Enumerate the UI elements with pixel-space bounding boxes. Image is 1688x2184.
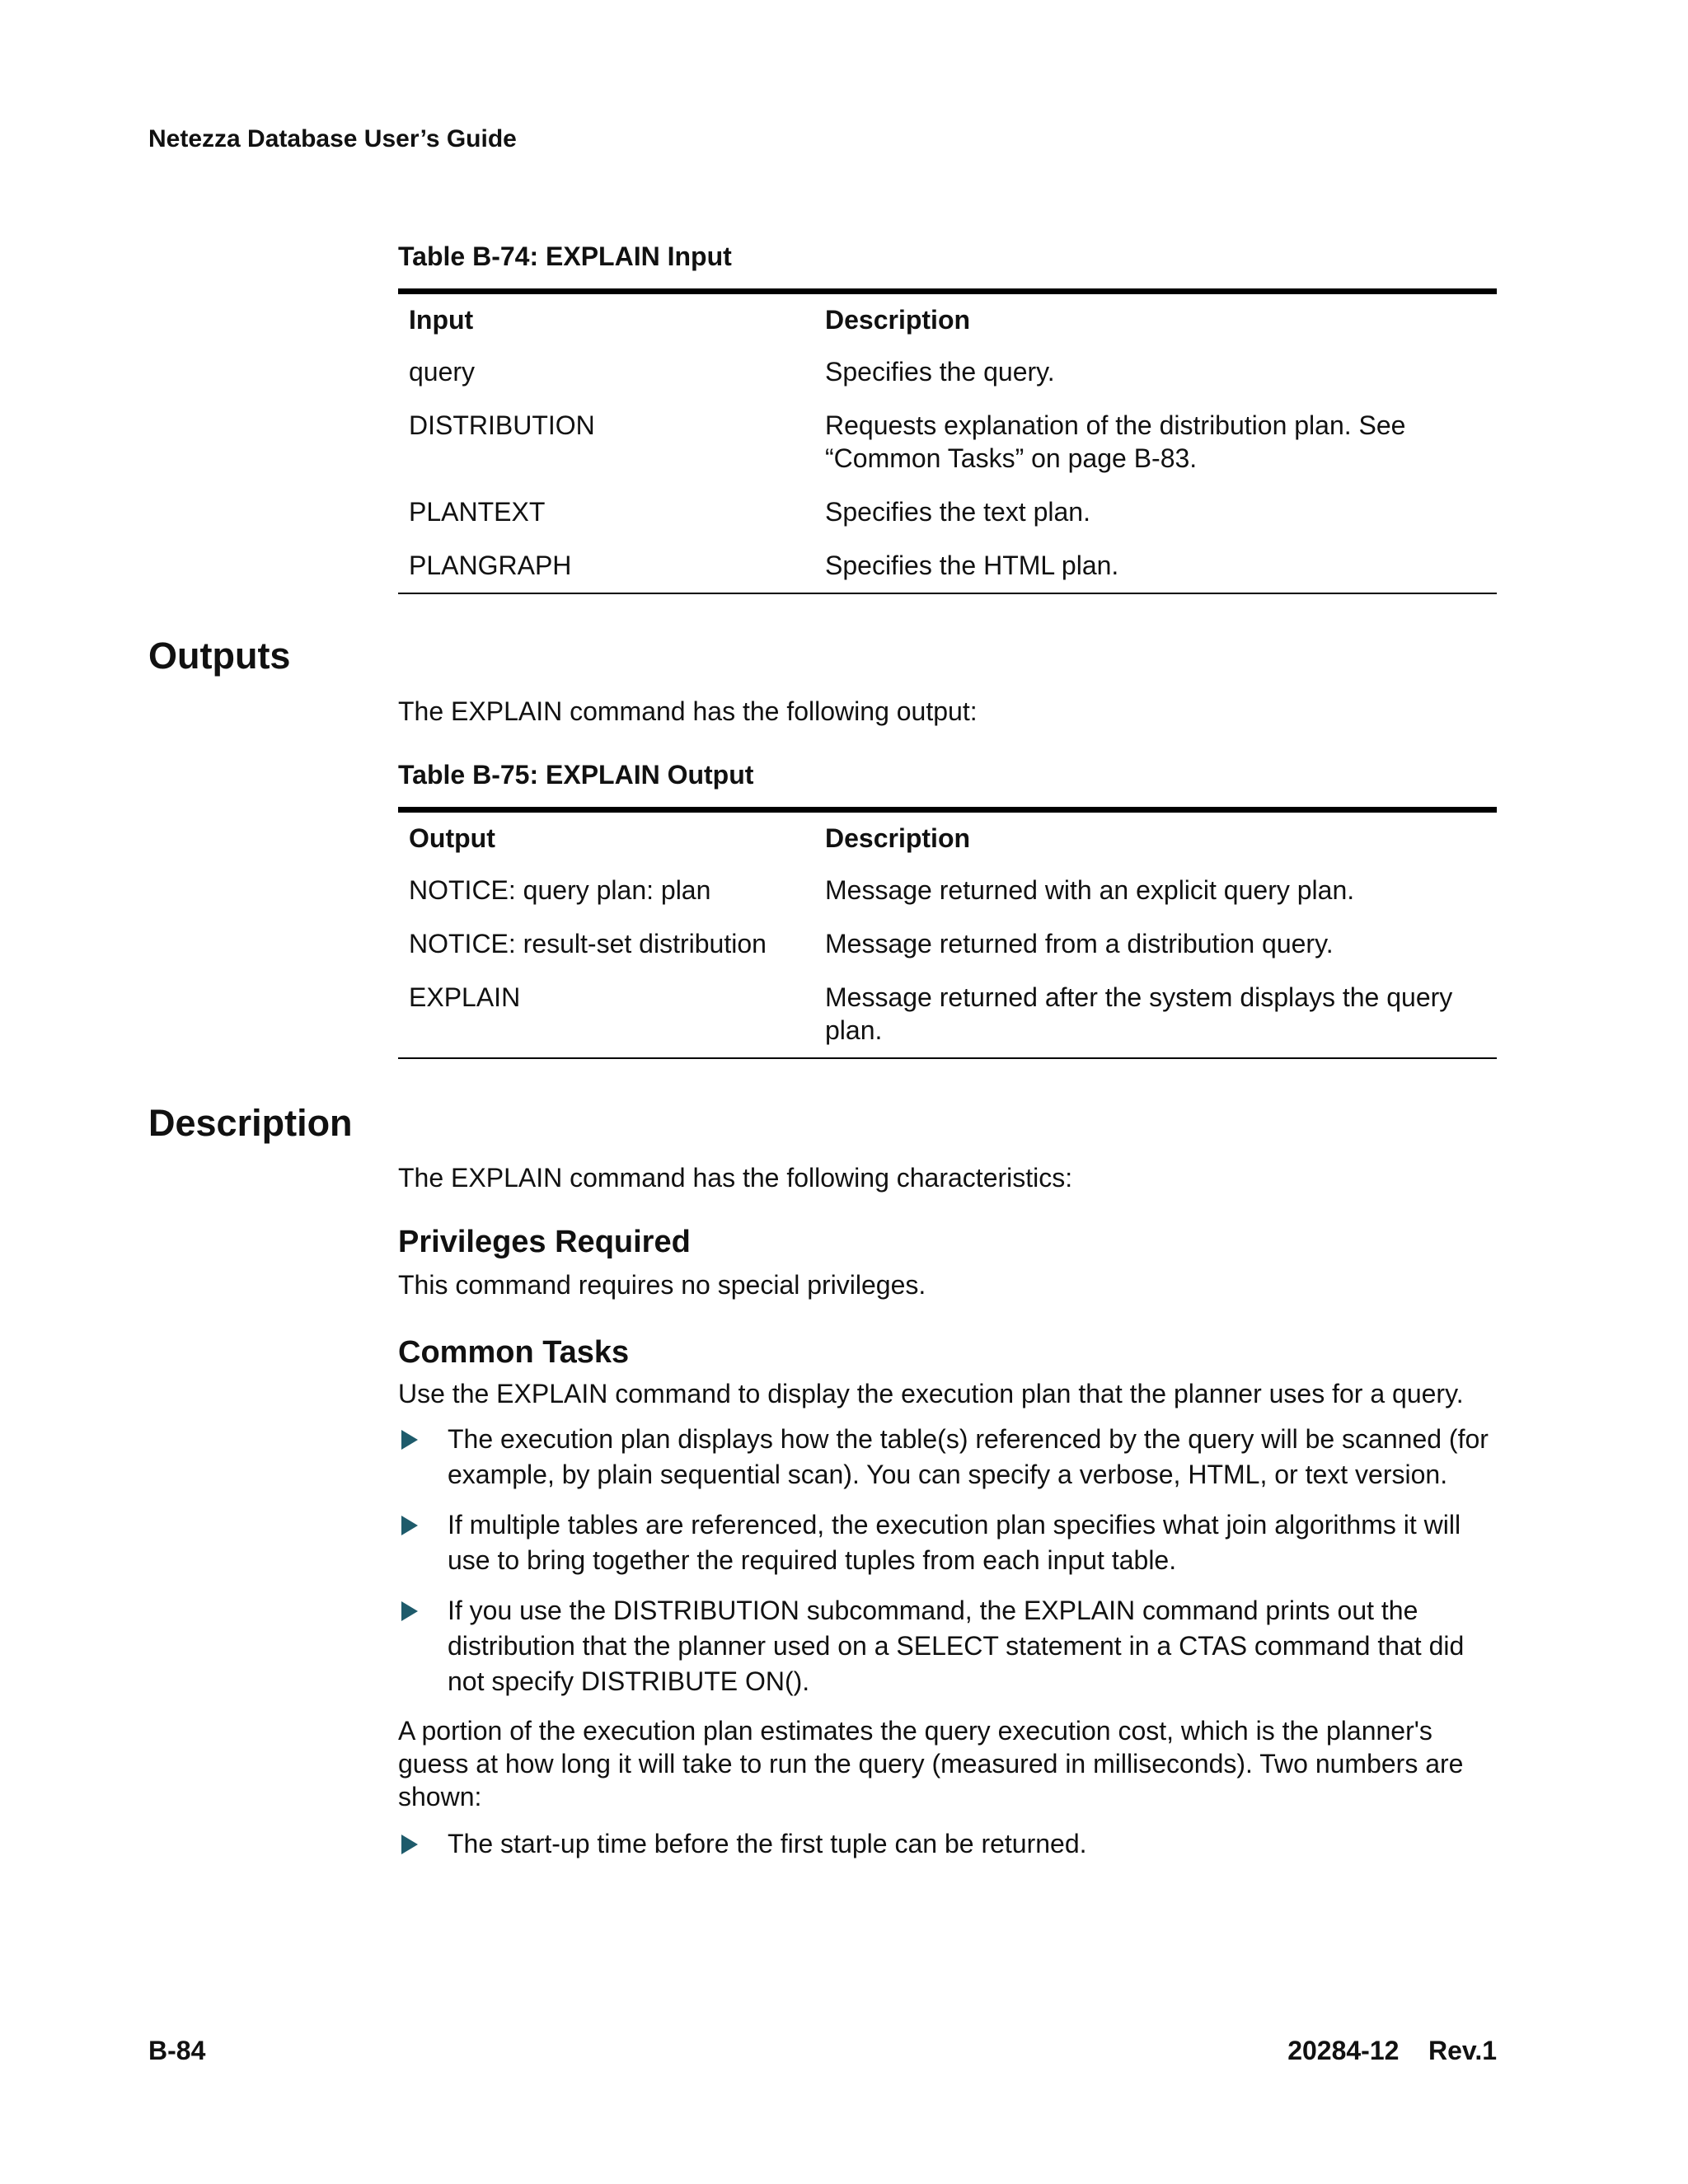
column-header: Input <box>409 305 474 335</box>
table-cell: EXPLAIN <box>409 982 521 1012</box>
table-cell: Message returned after the system displays the query plan. <box>825 982 1453 1045</box>
common-tasks-heading: Common Tasks <box>398 1335 630 1370</box>
list-item <box>398 1826 1497 1862</box>
cost-text: A portion of the execution plan estimates the query execution cost, which is the planner's guess at how long it will take to run the query (measured in milliseconds). Two numbers are shown: <box>398 1716 1464 1811</box>
output-table-caption: Table B-75: EXPLAIN Output <box>398 760 754 790</box>
table-row <box>398 399 1497 485</box>
privileges-heading: Privileges Required <box>398 1225 691 1259</box>
table-row <box>398 345 1497 399</box>
outputs-block <box>398 695 1497 1059</box>
table-cell: Requests explanation of the distribution plan. See “Common Tasks” on page B-83. <box>825 410 1406 473</box>
list-item-text: The start-up time before the first tuple can be returned. <box>448 1829 1087 1858</box>
table-cell: Specifies the text plan. <box>825 497 1090 527</box>
triangle-bullet-icon <box>401 1516 418 1535</box>
list-item-text: If multiple tables are referenced, the execution plan specifies what join algorithms it will use to bring together the required tuples from each input table. <box>448 1510 1461 1575</box>
table-row <box>398 971 1497 1058</box>
column-header: Description <box>825 305 971 335</box>
column-header: Output <box>409 823 495 853</box>
output-table <box>398 807 1497 1059</box>
list-item <box>398 1507 1497 1578</box>
table-header-row <box>398 292 1497 346</box>
table-cell: DISTRIBUTION <box>409 410 595 440</box>
table-cell: Message returned from a distribution query. <box>825 929 1334 958</box>
table-row <box>398 864 1497 917</box>
column-header: Description <box>825 823 971 853</box>
table-cell: Specifies the query. <box>825 357 1055 387</box>
outputs-intro: The EXPLAIN command has the following output: <box>398 696 978 726</box>
triangle-bullet-icon <box>401 1430 418 1450</box>
page-number: B-84 <box>148 2036 206 2065</box>
outputs-heading: Outputs <box>148 635 291 677</box>
table-row <box>398 917 1497 971</box>
table-header-row <box>398 810 1497 865</box>
triangle-bullet-icon <box>401 1835 418 1854</box>
cost-list <box>398 1826 1497 1862</box>
common-tasks-list <box>398 1422 1497 1699</box>
input-table <box>398 288 1497 594</box>
table-row <box>398 539 1497 593</box>
list-item <box>398 1422 1497 1493</box>
table-cell: PLANGRAPH <box>409 551 572 580</box>
table-row <box>398 485 1497 539</box>
table-cell: query <box>409 357 476 387</box>
common-tasks-intro: Use the EXPLAIN command to display the execution plan that the planner uses for a query. <box>398 1379 1464 1408</box>
list-item-text: The execution plan displays how the table(s) referenced by the query will be scanned (for example, by plain sequential scan). You can specify a verbose, HTML, or text version. <box>448 1424 1489 1489</box>
privileges-text: This command requires no special privileges. <box>398 1270 926 1300</box>
description-intro: The EXPLAIN command has the following characteristics: <box>398 1163 1073 1193</box>
document-id: 20284-12 Rev.1 <box>1287 2036 1497 2065</box>
table-cell: NOTICE: query plan: plan <box>409 875 711 905</box>
input-table-caption: Table B-74: EXPLAIN Input <box>398 241 732 271</box>
table-cell: Message returned with an explicit query plan. <box>825 875 1355 905</box>
description-block <box>398 1161 1497 1862</box>
list-item-text: If you use the DISTRIBUTION subcommand, the EXPLAIN command prints out the distribution that the planner used on a SELECT statement in a CTAS command that did not specify DISTRIBUTE ON(). <box>448 1596 1465 1696</box>
list-item <box>398 1593 1497 1699</box>
table-cell: PLANTEXT <box>409 497 546 527</box>
running-header: Netezza Database User’s Guide <box>148 125 517 152</box>
table-cell: NOTICE: result-set distribution <box>409 929 767 958</box>
table-cell: Specifies the HTML plan. <box>825 551 1119 580</box>
input-table-block <box>398 239 1497 594</box>
triangle-bullet-icon <box>401 1601 418 1621</box>
description-heading: Description <box>148 1102 353 1144</box>
